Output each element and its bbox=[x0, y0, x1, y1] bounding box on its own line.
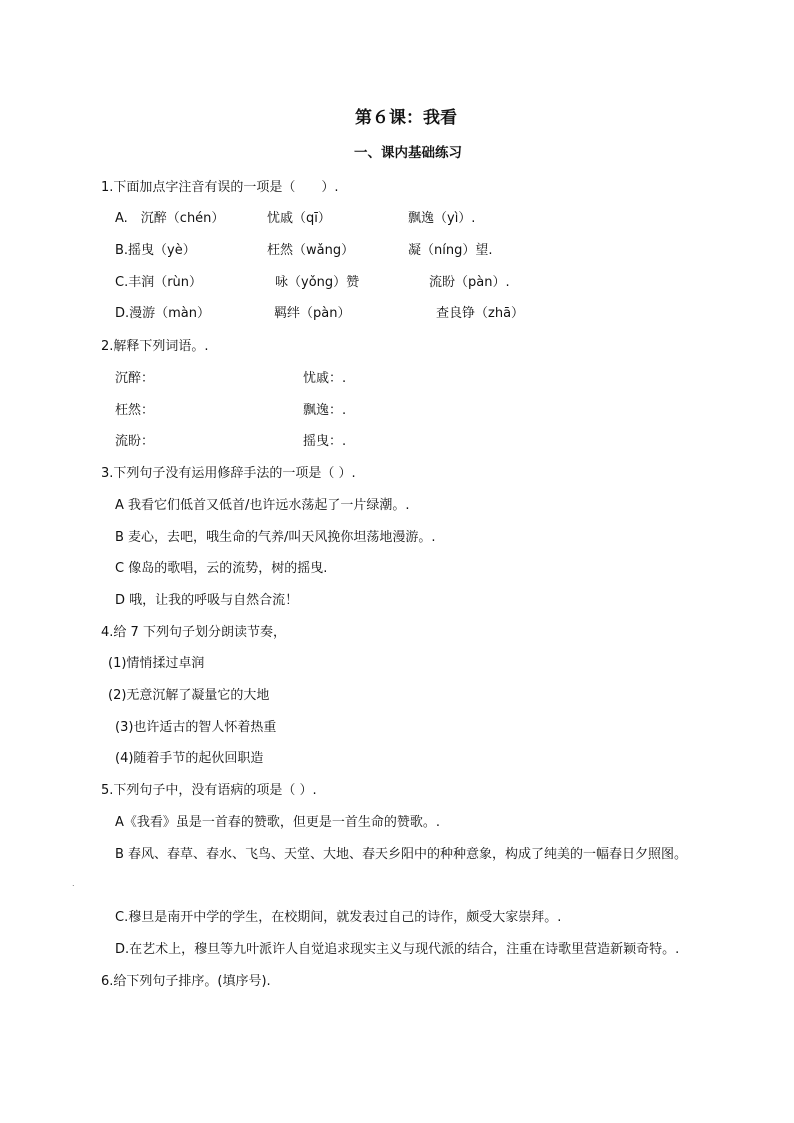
section-heading: 一、课内基础练习 bbox=[354, 145, 462, 161]
q1-option-a-3: 飘逸（yì）. bbox=[408, 211, 476, 226]
page-title: 第６课：我看 bbox=[355, 108, 457, 128]
q3-option-a: A 我看它们低首又低首/也许远水荡起了一片绿潮。. bbox=[115, 498, 410, 513]
q2-term: 飘逸：. bbox=[303, 403, 347, 418]
q1-option-d-2: 羁绊（pàn） bbox=[274, 306, 351, 321]
q1-option-d-3: 查良铮（zhā） bbox=[436, 306, 525, 321]
q4-item-3: (3)也许适古的智人怀着热重 bbox=[115, 720, 277, 735]
question-3-stem: 3.下列句子没有运用修辞手法的一项是（ ）. bbox=[101, 466, 356, 481]
q3-option-d: D 哦，让我的呼吸与自然合流！ bbox=[115, 593, 299, 608]
q4-item-2: (2)无意沉解了凝量它的大地 bbox=[108, 688, 270, 703]
q1-option-c-3: 流盼（pàn）. bbox=[429, 275, 510, 290]
q2-term: 流盼： bbox=[115, 434, 155, 449]
q2-term: 沉醉： bbox=[115, 371, 155, 386]
q5-option-a: A《我看》虽是一首春的赞歌，但更是一首生命的赞歌。. bbox=[115, 815, 441, 830]
q4-item-4: (4)随着手节的起伙回职造 bbox=[115, 751, 264, 766]
q3-option-c: C 像岛的歌唱，云的流势，树的摇曳. bbox=[115, 561, 328, 576]
question-4-stem: 4.给 7 下列句子划分朗读节奏， bbox=[101, 625, 286, 640]
q4-item-1: (1)情悄揉过卓润 bbox=[108, 656, 205, 671]
q1-option-b-3: 凝（níng）望. bbox=[408, 243, 493, 258]
q1-option-a-1: A. 沉醉（chén） bbox=[115, 211, 225, 226]
question-1-stem: 1.下面加点字注音有误的一项是（ ）. bbox=[101, 180, 339, 195]
question-2-stem: 2.解释下列词语。. bbox=[101, 339, 209, 354]
q2-term: 枉然： bbox=[115, 403, 155, 418]
q1-option-b-2: 枉然（wǎng） bbox=[267, 243, 355, 258]
q5-option-b: B 春风、春草、春水、飞鸟、天堂、大地、春天乡阳中的种种意象，构成了纯美的一幅春日夕照图。 bbox=[115, 847, 688, 862]
stray-mark: . bbox=[72, 879, 75, 888]
q1-option-a-2: 忧戚（qī） bbox=[267, 211, 331, 226]
question-5-stem: 5.下列句子中，没有语病的项是（ ）. bbox=[101, 783, 317, 798]
q1-option-c-1: C.丰润（rùn） bbox=[115, 275, 203, 290]
q3-option-b: B 麦心，去吧，哦生命的气养/叫天风挽你坦荡地漫游。. bbox=[115, 530, 436, 545]
q5-option-d: D.在艺术上，穆旦等九叶派许人自觉追求现实主义与现代派的结合，注重在诗歌里营造新颖奇特。. bbox=[115, 942, 680, 957]
q1-option-d-1: D.漫游（màn） bbox=[115, 306, 211, 321]
q2-term: 忧戚：. bbox=[303, 371, 347, 386]
q5-option-c: C.穆旦是南开中学的学生，在校期间，就发表过自己的诗作，颇受大家崇拜。. bbox=[115, 910, 562, 925]
q1-option-c-2: 咏（yǒng）赞 bbox=[275, 275, 360, 290]
question-6-stem: 6.给下列句子排序。(填序号). bbox=[101, 974, 271, 989]
q1-option-b-1: B.摇曳（yè） bbox=[115, 243, 196, 258]
q2-term: 摇曳：. bbox=[303, 434, 347, 449]
